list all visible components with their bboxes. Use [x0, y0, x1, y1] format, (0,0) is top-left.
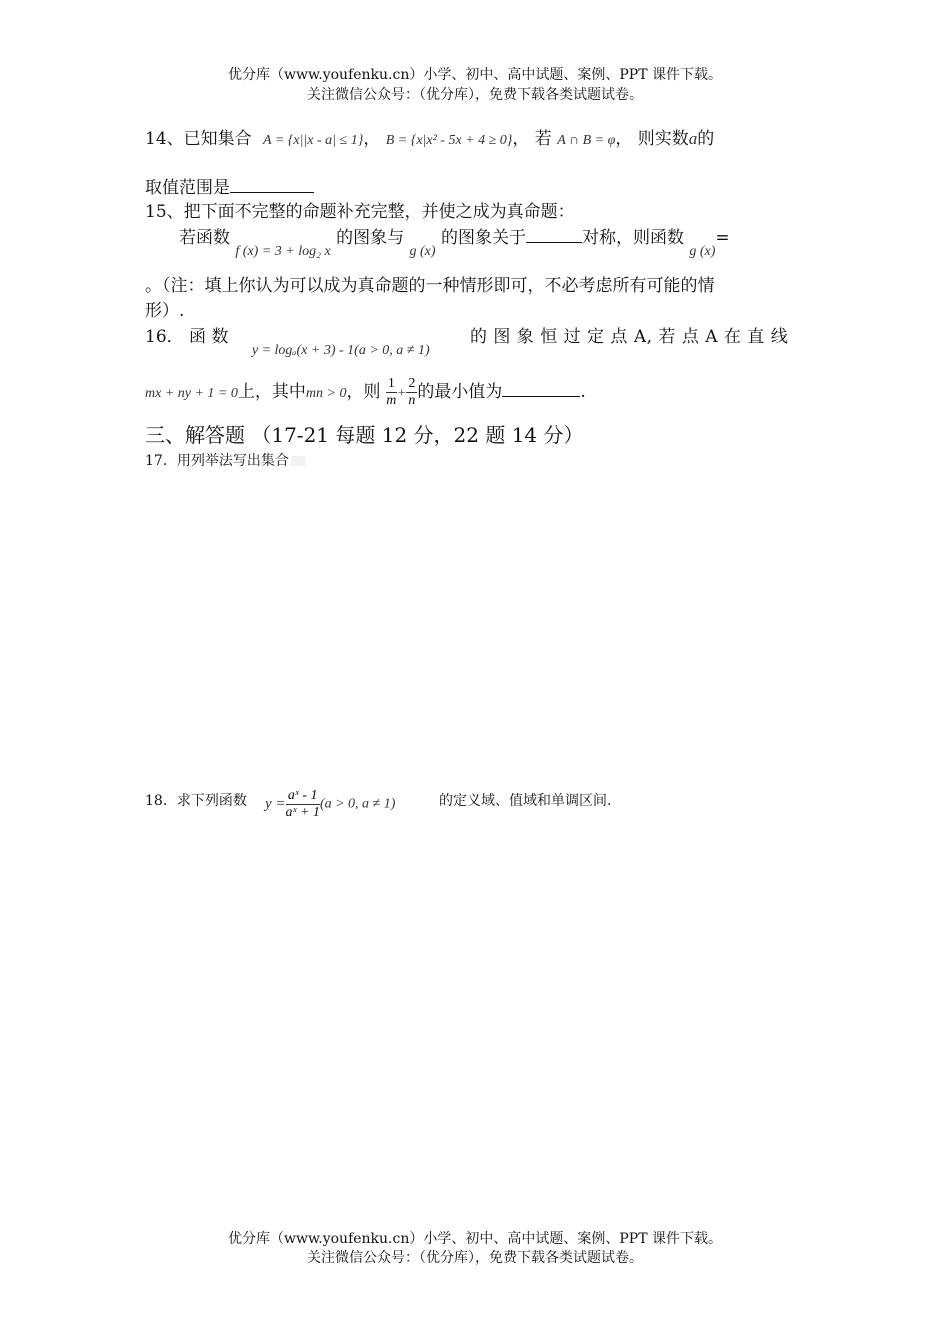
q16-fraction-1-denominator: m — [386, 393, 397, 408]
q14-set-b: B = {x|x² - 5x + 4 ≥ 0} — [385, 133, 513, 148]
q14-answer-blank — [230, 176, 314, 193]
q16-plus: + — [396, 386, 407, 401]
q14-comma: ， — [363, 129, 381, 149]
q16-t3: 的最小值为 — [417, 382, 503, 402]
q16-prefix: 16． 函 数 — [145, 327, 229, 347]
q18-prefix: 18．求下列函数 — [145, 793, 247, 809]
q16-answer-blank — [502, 380, 580, 397]
q16-line-equation: mx + ny + 1 = 0 — [145, 386, 238, 401]
q18-denominator: aˣ + 1 — [285, 805, 320, 820]
q16-fraction-1 — [386, 376, 397, 409]
q15-line-1: 15、把下面不完整的命题补充完整，并使之成为真命题： — [145, 202, 575, 222]
q15-function-g: g (x) — [409, 244, 436, 259]
q17-faded-formula — [291, 456, 305, 466]
q16-end: . — [580, 382, 586, 402]
q14-range-label: 取值范围是 — [145, 178, 230, 198]
q18-tail: 的定义域、值域和单调区间. — [439, 793, 612, 809]
q14-set-a: A = {x||x - a| ≤ 1} — [263, 133, 364, 148]
q15-symmetry-blank — [526, 226, 582, 243]
q14-line-2 — [145, 176, 314, 199]
q15-function-f: f (x) = 3 + log₂ x — [235, 244, 331, 259]
q14-after: ， 则实数 — [615, 129, 689, 149]
q16-fraction-2 — [406, 376, 417, 409]
q15-p3: 的图象关于 — [440, 228, 526, 248]
q14-mid: ， 若 — [512, 129, 552, 149]
q16-condition: mn > 0 — [305, 386, 347, 401]
q15-line-2 — [179, 226, 730, 259]
q15-p1: 若函数 — [179, 228, 230, 248]
page-header-line-1: 优分库（www.youfenku.cn）小学、初中、高中试题、案例、PPT 课件下载。 — [227, 67, 722, 83]
page-footer-line-2: 关注微信公众号：（优分库），免费下载各类试题试卷。 — [307, 1250, 643, 1266]
q18-numerator: aˣ - 1 — [286, 788, 320, 805]
q14-end: 的 — [697, 129, 715, 149]
question-14 — [145, 128, 714, 152]
q18-y: y = — [265, 796, 286, 812]
q16-line-1-tail: 的 图 象 恒 过 定 点 A, 若 点 A 在 直 线 — [470, 327, 789, 347]
q15-equals: = — [715, 228, 730, 248]
page-header-line-2: 关注微信公众号：（优分库），免费下载各类试题试卷。 — [307, 87, 643, 103]
q18-fraction — [286, 788, 320, 821]
q16-t2: ，则 — [346, 382, 381, 402]
q14-prefix: 14、已知集合 — [145, 129, 252, 149]
q14-condition: A ∩ B = φ — [557, 133, 616, 148]
q16-function: y = logₐ(x + 3) - 1(a > 0, a ≠ 1) — [251, 343, 430, 358]
q17-text: 17．用列举法写出集合 — [145, 453, 289, 469]
q16-fraction-2-numerator: 2 — [408, 376, 416, 391]
question-17 — [145, 452, 305, 470]
question-18 — [145, 792, 247, 810]
q15-line-4: 形）. — [145, 301, 185, 321]
section-3-heading: 三、解答题 （17-21 每题 12 分，22 题 14 分） — [145, 423, 584, 447]
q15-line-3: 。（注：填上你认为可以成为真命题的一种情形即可，不必考虑所有可能的情 — [145, 276, 715, 296]
q18-function — [265, 788, 395, 821]
q16-t1: 上，其中 — [237, 382, 306, 402]
q14-variable: a — [688, 129, 698, 148]
q16-fraction-2-denominator: n — [408, 393, 416, 408]
q15-function-g-2: g (x) — [689, 244, 716, 259]
q16-fraction-1-numerator: 1 — [387, 376, 395, 391]
q18-condition: (a > 0, a ≠ 1) — [319, 796, 396, 812]
q15-p4: 对称，则函数 — [581, 228, 684, 248]
q15-p2: 的图象与 — [336, 228, 405, 248]
page-footer-line-1: 优分库（www.youfenku.cn）小学、初中、高中试题、案例、PPT 课件下载。 — [227, 1231, 722, 1247]
q16-line-2 — [145, 376, 586, 409]
